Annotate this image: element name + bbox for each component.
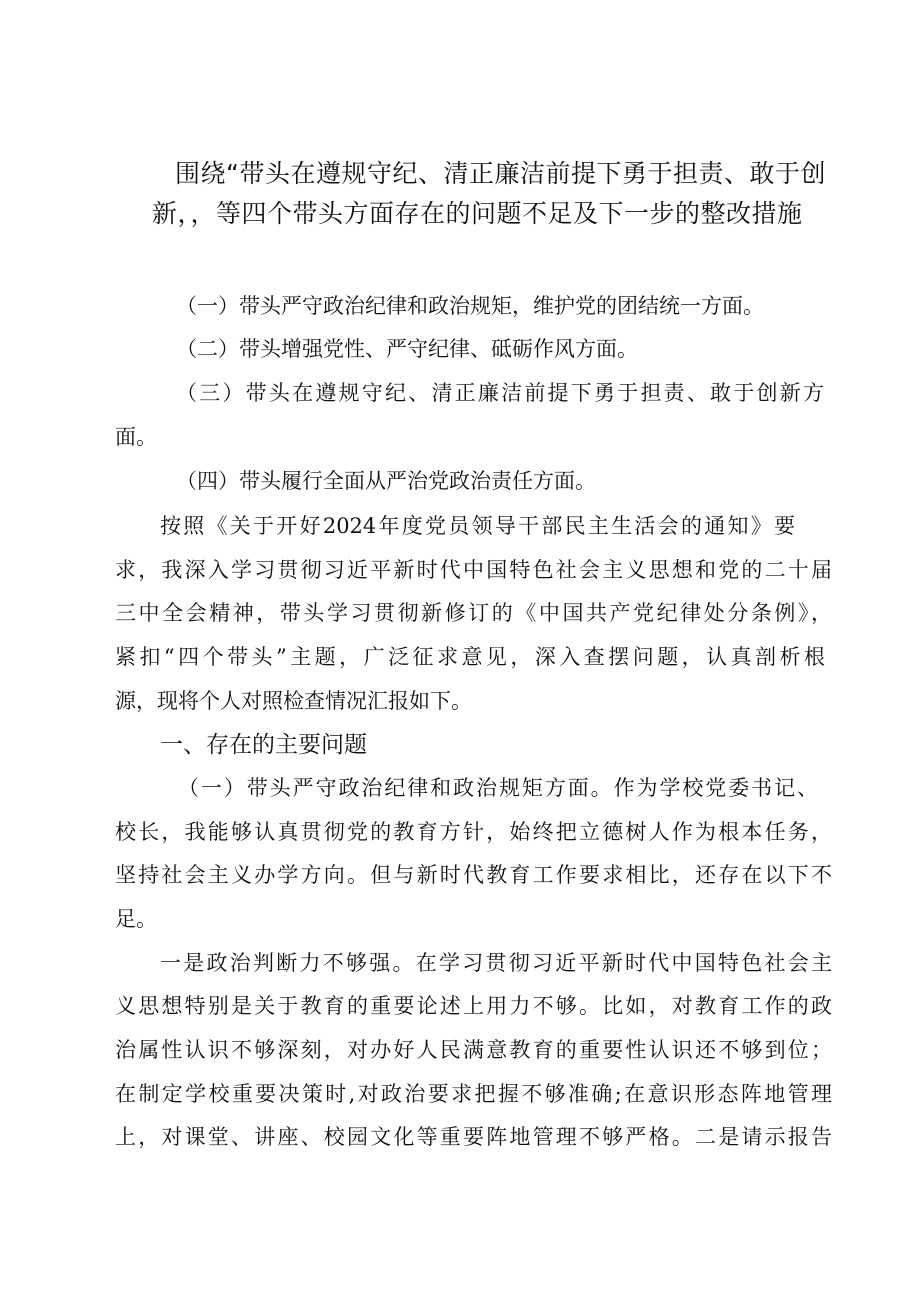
section1-p1-line-3: 坚持社会主义办学方向。但与新时代教育工作要求相比，还存在以下不 — [115, 863, 832, 887]
document-title-line-1: 围绕“带头在遵规守纪、清正廉洁前提下勇于担责、敢于创 — [175, 159, 826, 188]
section1-p2-line-2: 义思想特别是关于教育的重要论述上用力不够。比如，对教育工作的政 — [115, 994, 832, 1018]
topic-item-4: （四）带头履行全面从严治党政治责任方面。 — [176, 469, 596, 493]
topic-item-1: （一）带头严守政治纪律和政治规矩，维护党的团结统一方面。 — [176, 294, 764, 318]
intro-line-3: 三中全会精神，带头学习贯彻新修订的《中国共产党纪律处分条例》， — [115, 601, 832, 625]
section1-p2-line-3: 治属性认识不够深刻，对办好人民满意教育的重要性认识还不够到位； — [115, 1038, 832, 1062]
section1-p2-line-4: 在制定学校重要决策时,对政治要求把握不够准确;在意识形态阵地管理 — [115, 1082, 832, 1106]
section1-p1-line-1: （一）带头严守政治纪律和政治规矩方面。作为学校党委书记、 — [178, 776, 818, 800]
topic-item-3-cont: 面。 — [115, 425, 157, 449]
section1-p2-line-5: 上，对课堂、讲座、校园文化等重要阵地管理不够严格。二是请示报告 — [115, 1125, 832, 1149]
intro-line-2: 求，我深入学习贯彻习近平新时代中国特色社会主义思想和党的二十届 — [115, 558, 832, 582]
section1-p2-line-1: 一是政治判断力不够强。在学习贯彻习近平新时代中国特色社会主 — [160, 951, 832, 975]
document-title-line-2: 新，，等四个带头方面存在的问题不足及下一步的整改措施 — [152, 199, 803, 228]
intro-line-1: 按照《关于开好2024年度党员领导干部民主生活会的通知》要 — [160, 514, 795, 538]
topic-item-3: （三）带头在遵规守纪、清正廉洁前提下勇于担责、敢于创新方 — [176, 381, 824, 405]
section1-p1-line-2: 校长，我能够认真贯彻党的教育方针，始终把立德树人作为根本任务， — [115, 820, 832, 844]
section-heading: 一、存在的主要问题 — [160, 732, 367, 758]
section1-p1-line-4: 足。 — [115, 907, 157, 931]
intro-line-5: 源，现将个人对照检查情况汇报如下。 — [115, 689, 472, 713]
topic-item-2: （二）带头增强党性、严守纪律、砥砺作风方面。 — [176, 337, 638, 361]
intro-line-4: 紧扣“四个带头”主题，广泛征求意见，深入查摆问题，认真剖析根 — [115, 645, 825, 669]
